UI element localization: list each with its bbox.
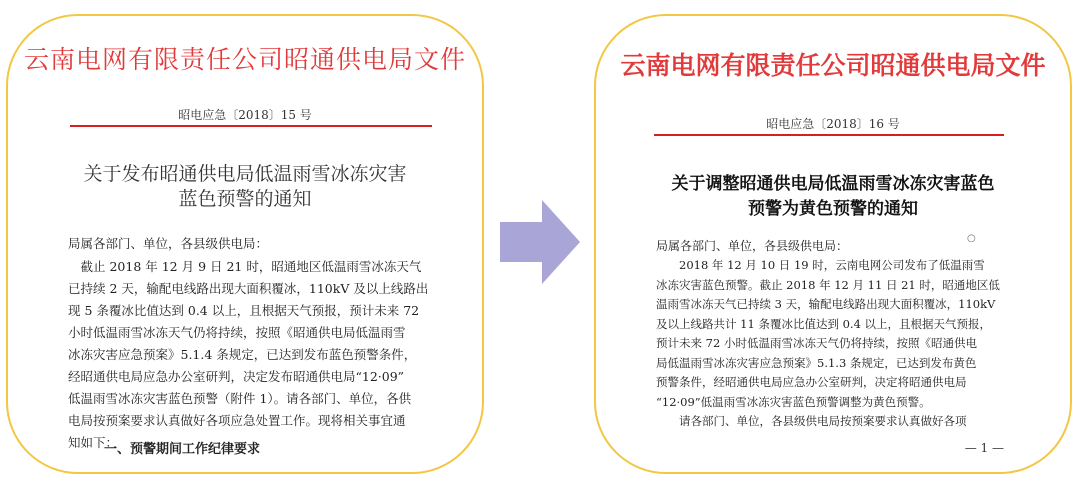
body-line: 小时低温雨雪冰冻天气仍将持续，按照《昭通供电局低温雨雪 xyxy=(68,325,406,340)
body-line: 预警条件，经昭通供电局应急办公室研判，决定将昭通供电局 xyxy=(656,375,967,389)
body-line: 预计未来 72 小时低温雨雪冰冻天气仍将持续，按照《昭通供电 xyxy=(656,336,977,350)
document-title xyxy=(596,172,1070,222)
body-line: 冰冻灾害蓝色预警。截止 2018 年 12 月 11 日 21 时，昭通地区低 xyxy=(656,277,1000,292)
document-header: 云南电网有限责任公司昭通供电局文件 xyxy=(23,45,466,74)
document-card-after xyxy=(594,14,1072,474)
body-line: 冰冻灾害应急预案》5.1.4 条规定，已达到发布蓝色预警条件， xyxy=(68,347,417,362)
document-header: 云南电网有限责任公司昭通供电局文件 xyxy=(620,51,1046,80)
document-title-line: 关于调整昭通供电局低温雨雪冰冻灾害蓝色 xyxy=(671,174,995,194)
body-line: 及以上线路共计 11 条覆冰比值达到 0.4 以上，且根据天气预报， xyxy=(656,316,992,331)
right-arrow-icon xyxy=(500,200,580,284)
document-number: 昭电应急〔2018〕16 号 xyxy=(766,117,900,131)
document-title-line: 关于发布昭通供电局低温雨雪冰冻灾害 xyxy=(83,163,407,185)
body-line: 局低温雨雪冰冻灾害应急预案》5.1.3 条规定，已达到发布黄色 xyxy=(656,355,977,370)
body-line: 请各部门、单位，各县级供电局按预案要求认真做好各项 xyxy=(656,414,967,428)
page-number: — 1 — xyxy=(964,441,1004,455)
body-line: “12·09”低温雨雪冰冻灾害蓝色预警调整为黄色预警。 xyxy=(656,394,931,409)
document-title-line: 蓝色预警的通知 xyxy=(178,188,312,210)
body-line: 现 5 条覆冰比值达到 0.4 以上，且根据天气预报，预计未来 72 xyxy=(68,303,420,318)
document-body xyxy=(656,256,1016,432)
red-rule-divider xyxy=(70,125,432,127)
body-line: 已持续 2 天，输配电线路出现大面积覆冰，110kV 及以上线路出 xyxy=(68,281,429,296)
document-number: 昭电应急〔2018〕15 号 xyxy=(178,108,312,122)
body-line: 电局按预案要求认真做好各项应急处置工作。现将相关事宜通 xyxy=(68,413,406,428)
body-line: 截止 2018 年 12 月 9 日 21 时，昭通地区低温雨雪冰冻天气 xyxy=(68,259,422,274)
document-card-before xyxy=(6,14,484,474)
circle-mark-icon: ○ xyxy=(967,233,976,244)
section-heading: 一、预警期间工作纪律要求 xyxy=(104,442,261,457)
document-title-line: 预警为黄色预警的通知 xyxy=(748,199,918,219)
body-line: 2018 年 12 月 10 日 19 时，云南电网公司发布了低温雨雪 xyxy=(656,258,985,272)
body-line: 低温雨雪冰冻灾害蓝色预警（附件 1）。请各部门、单位，各供 xyxy=(68,391,412,406)
document-title xyxy=(8,162,482,212)
red-rule-divider xyxy=(654,134,1004,136)
body-line: 温雨雪冰冻天气已持续 3 天，输配电线路出现大面积覆冰，110kV xyxy=(656,297,996,311)
salutation: 局属各部门、单位，各县级供电局： xyxy=(656,239,849,253)
body-line: 知如下： xyxy=(68,435,119,450)
document-body xyxy=(68,256,440,454)
salutation: 局属各部门、单位，各县级供电局： xyxy=(68,236,269,251)
body-line: 经昭通供电局应急办公室研判，决定发布昭通供电局“12·09” xyxy=(68,369,405,384)
right-arrow-shape xyxy=(500,200,580,284)
